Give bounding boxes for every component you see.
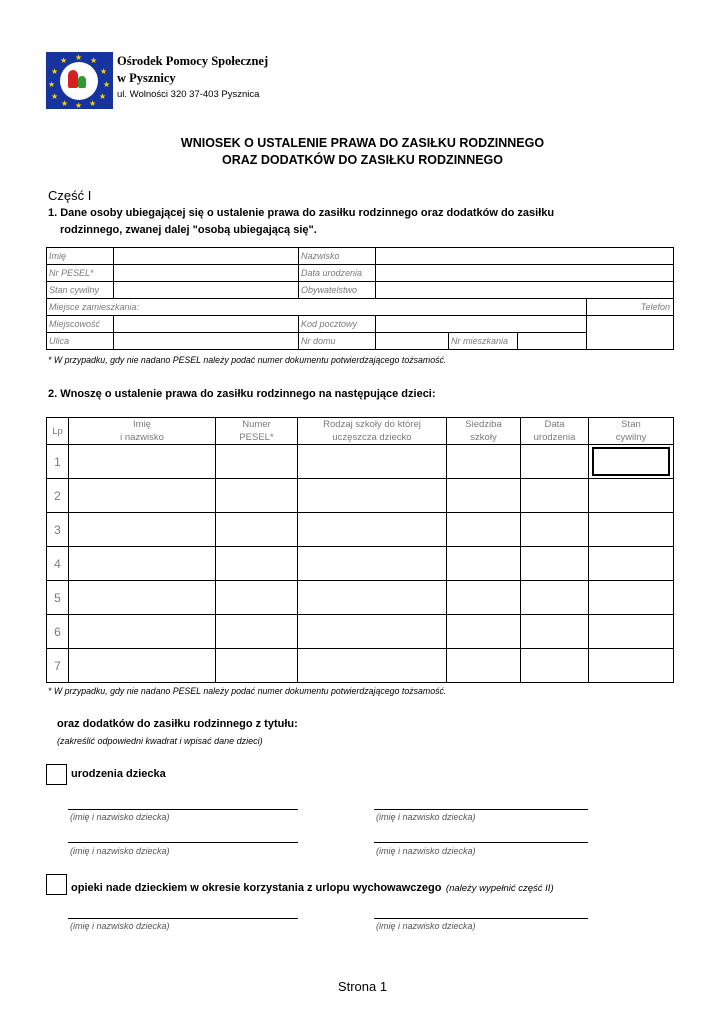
cell-imie-nazwisko[interactable] (69, 479, 216, 513)
children-table (46, 417, 674, 683)
table-row (47, 547, 674, 581)
label-telefon: Telefon (587, 299, 674, 316)
organization-location: w Pysznicy (117, 71, 176, 85)
cell-rodzaj-szkoly[interactable] (298, 581, 447, 615)
child-name-caption: (imię i nazwisko dziecka) (376, 812, 476, 822)
label-pesel: Nr PESEL* (47, 265, 114, 282)
cell-imie-nazwisko[interactable] (69, 513, 216, 547)
row-number: 7 (47, 649, 69, 683)
label-kod-pocztowy: Kod pocztowy (299, 316, 376, 333)
input-stan-cywilny[interactable] (114, 282, 299, 299)
document-title-line1: WNIOSEK O USTALENIE PRAWA DO ZASIŁKU RODZINNEGO (180, 136, 545, 150)
table-row (47, 615, 674, 649)
row-number: 4 (47, 547, 69, 581)
input-nr-mieszkania[interactable] (518, 333, 587, 350)
cell-siedziba[interactable] (447, 615, 521, 649)
child-name-caption: (imię i nazwisko dziecka) (376, 921, 476, 931)
cell-pesel[interactable] (216, 513, 298, 547)
cell-stan-cywilny[interactable] (589, 445, 674, 479)
col-rodzaj-szkoly: Rodzaj szkoły do której uczęszcza dziecko (298, 418, 447, 445)
cell-imie-nazwisko[interactable] (69, 445, 216, 479)
table-row (47, 649, 674, 683)
section2-heading: 2. Wnoszę o ustalenie prawa do zasiłku rodzinnego na następujące dzieci: (48, 388, 436, 400)
input-kod-pocztowy[interactable] (376, 316, 587, 333)
cell-siedziba[interactable] (447, 649, 521, 683)
cell-siedziba[interactable] (447, 479, 521, 513)
child-name-line[interactable] (374, 918, 588, 919)
cell-siedziba[interactable] (447, 513, 521, 547)
organization-logo: ★ ★ ★ ★ ★ ★ ★ ★ ★ ★ ★ ★ (46, 52, 113, 109)
organization-name: Ośrodek Pomocy Społecznej (117, 54, 269, 68)
col-pesel: Numer PESEL* (216, 418, 298, 445)
input-ulica[interactable] (114, 333, 299, 350)
birth-label: urodzenia dziecka (71, 768, 166, 780)
cell-pesel[interactable] (216, 547, 298, 581)
input-data-urodzenia[interactable] (376, 265, 674, 282)
child-name-caption: (imię i nazwisko dziecka) (70, 921, 170, 931)
col-data-urodzenia: Data urodzenia (521, 418, 589, 445)
cell-siedziba[interactable] (447, 547, 521, 581)
child-name-line[interactable] (374, 809, 588, 810)
cell-rodzaj-szkoly[interactable] (298, 615, 447, 649)
care-note: (należy wypełnić część II) (445, 883, 554, 894)
cell-pesel[interactable] (216, 581, 298, 615)
table-row (47, 479, 674, 513)
child-name-caption: (imię i nazwisko dziecka) (70, 812, 170, 822)
input-pesel[interactable] (114, 265, 299, 282)
child-name-line[interactable] (68, 809, 298, 810)
col-siedziba-szkoly: Siedziba szkoły (447, 418, 521, 445)
cell-siedziba[interactable] (447, 445, 521, 479)
input-obywatelstwo[interactable] (376, 282, 674, 299)
cell-siedziba[interactable] (447, 581, 521, 615)
cell-stan-cywilny[interactable] (589, 649, 674, 683)
cell-pesel[interactable] (216, 649, 298, 683)
col-imie-nazwisko: Imię i nazwisko (69, 418, 216, 445)
input-miejscowosc[interactable] (114, 316, 299, 333)
label-miejscowosc: Miejscowość (47, 316, 114, 333)
label-imie: Imię (47, 248, 114, 265)
row-number: 3 (47, 513, 69, 547)
cell-pesel[interactable] (216, 615, 298, 649)
row-number: 1 (47, 445, 69, 479)
cell-stan-cywilny[interactable] (589, 547, 674, 581)
input-imie[interactable] (114, 248, 299, 265)
label-obywatelstwo: Obywatelstwo (299, 282, 376, 299)
page-number: Strona 1 (337, 979, 388, 994)
additions-heading: oraz dodatków do zasiłku rodzinnego z tytułu: (57, 718, 298, 730)
pesel-footnote-2: * W przypadku, gdy nie nadano PESEL należy podać numer dokumentu potwierdzającego tożsamość. (48, 686, 447, 696)
label-nr-domu: Nr domu (299, 333, 376, 350)
birth-checkbox[interactable] (46, 764, 67, 785)
label-nr-mieszkania: Nr mieszkania (449, 333, 518, 350)
cell-rodzaj-szkoly[interactable] (298, 547, 447, 581)
cell-pesel[interactable] (216, 479, 298, 513)
cell-data-urodzenia[interactable] (521, 513, 589, 547)
row-number: 6 (47, 615, 69, 649)
cell-data-urodzenia[interactable] (521, 445, 589, 479)
cell-data-urodzenia[interactable] (521, 479, 589, 513)
row-number: 2 (47, 479, 69, 513)
cell-data-urodzenia[interactable] (521, 615, 589, 649)
cell-imie-nazwisko[interactable] (69, 547, 216, 581)
table-row (47, 581, 674, 615)
row-number: 5 (47, 581, 69, 615)
cell-rodzaj-szkoly[interactable] (298, 513, 447, 547)
cell-rodzaj-szkoly[interactable] (298, 479, 447, 513)
table-row (47, 445, 674, 479)
label-ulica: Ulica (47, 333, 114, 350)
cell-data-urodzenia[interactable] (521, 649, 589, 683)
care-label: opieki nade dzieckiem w okresie korzystania z urlopu wychowawczego (71, 882, 442, 894)
cell-imie-nazwisko[interactable] (69, 581, 216, 615)
input-telefon[interactable] (587, 316, 674, 350)
col-lp: Lp (47, 418, 69, 445)
cell-imie-nazwisko[interactable] (69, 649, 216, 683)
label-nazwisko: Nazwisko (299, 248, 376, 265)
child-name-caption: (imię i nazwisko dziecka) (376, 846, 476, 856)
care-checkbox[interactable] (46, 874, 67, 895)
cell-data-urodzenia[interactable] (521, 547, 589, 581)
selected-cell-frame (592, 447, 670, 476)
label-stan-cywilny: Stan cywilny (47, 282, 114, 299)
label-miejsce-zamieszkania: Miejsce zamieszkania: (47, 299, 587, 316)
organization-address: ul. Wolności 320 37-403 Pysznica (117, 89, 260, 100)
child-name-line[interactable] (68, 842, 298, 843)
cell-pesel[interactable] (216, 445, 298, 479)
document-title-line2: ORAZ DODATKÓW DO ZASIŁKU RODZINNEGO (222, 153, 503, 167)
applicant-data-table (46, 247, 674, 350)
input-nr-domu[interactable] (376, 333, 449, 350)
cell-rodzaj-szkoly[interactable] (298, 649, 447, 683)
section1-heading: 1. Dane osoby ubiegającej się o ustalenie prawa do zasiłku rodzinnego oraz dodatków do zasiłku (48, 207, 555, 219)
cell-stan-cywilny[interactable] (589, 513, 674, 547)
section1-heading-cont: rodzinnego, zwanej dalej "osobą ubiegającą się". (60, 224, 317, 236)
pesel-footnote: * W przypadku, gdy nie nadano PESEL należy podać numer dokumentu potwierdzającego tożsamość. (48, 355, 447, 365)
care-label-row (71, 878, 554, 896)
child-name-caption: (imię i nazwisko dziecka) (70, 846, 170, 856)
input-nazwisko[interactable] (376, 248, 674, 265)
child-name-line[interactable] (374, 842, 588, 843)
part-heading: Część I (48, 188, 92, 203)
cell-stan-cywilny[interactable] (589, 479, 674, 513)
col-stan-cywilny: Stan cywilny (589, 418, 674, 445)
child-name-line[interactable] (68, 918, 298, 919)
cell-rodzaj-szkoly[interactable] (298, 445, 447, 479)
cell-data-urodzenia[interactable] (521, 581, 589, 615)
cell-imie-nazwisko[interactable] (69, 615, 216, 649)
table-row (47, 513, 674, 547)
cell-stan-cywilny[interactable] (589, 581, 674, 615)
cell-stan-cywilny[interactable] (589, 615, 674, 649)
additions-instruction: (zakreślić odpowiedni kwadrat i wpisać dane dzieci) (57, 736, 263, 746)
label-data-urodzenia: Data urodzenia (299, 265, 376, 282)
